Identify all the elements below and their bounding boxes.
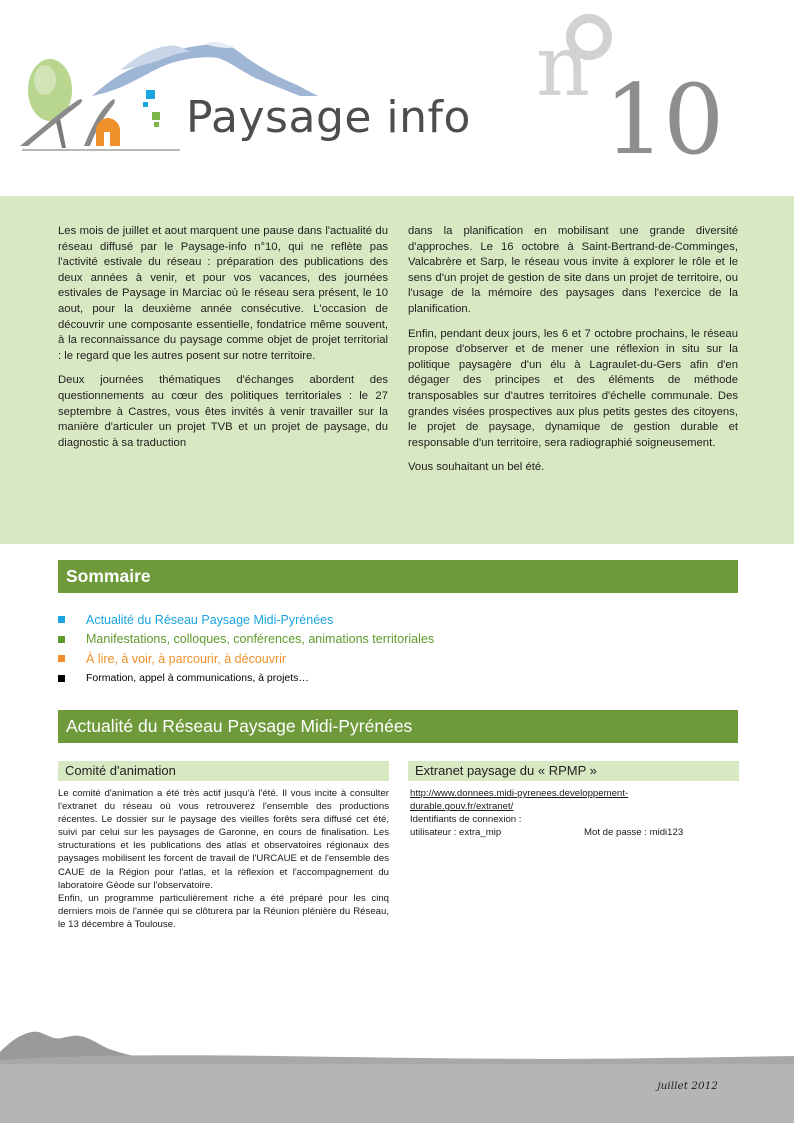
extranet-link[interactable] <box>410 788 628 812</box>
green-square-icon <box>58 636 65 643</box>
toc-label: À lire, à voir, à parcourir, à découvrir <box>86 651 287 666</box>
actualite-heading: Actualité du Réseau Paysage Midi-Pyrénées <box>58 710 738 743</box>
toc-label: Formation, appel à communications, à projets… <box>86 672 309 685</box>
comite-text <box>58 787 389 931</box>
intro-paragraph: dans la planification en mobilisant une grande diversité d'approches. Le 16 octobre à Saint-Bertrand-de-Comminges, Valcabrère et Sarp, le réseau vous invite à explorer le rôle et le sens d'un projet de gestion de site dans un projet de territoire, ou l'usage de la mémoire des paysages dans l'exercice de la planification. <box>408 225 738 315</box>
toc-item-a-lire[interactable] <box>58 649 738 669</box>
masthead <box>0 0 794 196</box>
blue-square-icon <box>58 616 65 623</box>
footer-landscape <box>0 1012 794 1123</box>
issue-number: 10 <box>604 64 723 176</box>
toc-item-manifestations[interactable] <box>58 630 738 650</box>
house-icon <box>96 118 120 146</box>
username-value: utilisateur : extra_mip <box>410 827 502 839</box>
comite-heading: Comité d'animation <box>58 761 389 781</box>
black-square-icon <box>58 675 65 682</box>
intro-column-right <box>408 224 738 485</box>
extranet-link-line1: http://www.donnees.midi-pyrenees.developpement- <box>410 788 629 799</box>
newsletter-title: Paysage info <box>186 92 471 143</box>
toc-item-actualite[interactable] <box>58 610 738 630</box>
toc-label: Manifestations, colloques, conférences, animations territoriales <box>86 632 435 647</box>
extranet-heading: Extranet paysage du « RPMP » <box>408 761 739 781</box>
comite-paragraph: Le comité d'animation a été très actif jusqu'à l'été. Il vous incite à consulter l'extranet du réseau où vous retrouverez l'ensemble des productions récentes. Le dossier sur le paysage des vieilles forêts sera diffusé cet été, suivi par celui sur les paysages de Garonne, en cours de finalisation. Les structurations et les publications des atlas et observatoires régionaux des paysages mobilisent les forcent de travail de l'URCAUE et de l'ensemble des CAUE de la Région pour l'atlas, et la réflexion et l'accompagnement du laboratoire Géode sur l'observatoire. <box>58 788 389 891</box>
intro-paragraph: Enfin, pendant deux jours, les 6 et 7 octobre prochains, le réseau propose d'observer et de mener une réflexion in situ sur la politique paysagère d'un élu à Lagraulet-du-Gers afin d'en dégager des principes et des éléments de méthode transposables sur d'autres territoires d'échelle communale. Des grandes visées prospectives aux plus petits gestes des citoyens, le projet de paysage, dynamique de gestion durable et responsable d'un territoire, sera radiographié soigneusement. <box>408 327 738 449</box>
toc-item-formation[interactable] <box>58 669 738 689</box>
intro-section <box>0 196 794 544</box>
intro-paragraph: Les mois de juillet et aout marquent une pause dans l'actualité du réseau diffusé par le Paysage-info n°10, qui ne reflète pas l'activité estivale du réseau : préparation des publications des deux années à venir, et pour vos vacances, des journées estivales de Paysage in Marciac où le réseau sera présent, le 10 aout, pour la deuxième année consécutive. L'occasion de découvrir une composante essentielle, fondatrice même souvent, à la reconnaissance du paysage comme objet de projet territorial : le regard que les autres posent sur notre territoire. <box>58 225 388 362</box>
intro-column-left <box>58 224 388 485</box>
orange-square-icon <box>58 655 65 662</box>
toc-label: Actualité du Réseau Paysage Midi-Pyrénées <box>86 612 334 627</box>
extranet-link-line2: durable.gouv.fr/extranet/ <box>410 801 514 813</box>
comite-paragraph: Enfin, un programme particulièrement riche a été préparé pour les cinq derniers mois de l'année qui se clôturera par la Réunion plénière du Réseau, le 13 décembre à Toulouse. <box>58 892 389 930</box>
table-of-contents <box>58 610 738 688</box>
issue-ordinal-circle <box>566 14 612 60</box>
sommaire-heading: Sommaire <box>58 560 738 593</box>
identifiants-label: Identifiants de connexion : <box>410 814 522 826</box>
password-value: Mot de passe : midi123 <box>584 827 684 839</box>
intro-paragraph: Vous souhaitant un bel été. <box>408 461 545 474</box>
mountain-icon <box>92 44 318 96</box>
issue-date: juillet 2012 <box>657 1080 718 1092</box>
issue-prefix: n <box>536 17 591 115</box>
intro-paragraph: Deux journées thématiques d'échanges abordent des questionnements au cœur des politiques territoriales : le 27 septembre à Castres, vous êtes invités à venir travailler sur la manière d'articuler un projet TVB et un projet de paysage, du diagnostic à sa traduction <box>58 374 388 449</box>
extranet-text <box>410 787 740 839</box>
credentials-row <box>410 826 740 839</box>
